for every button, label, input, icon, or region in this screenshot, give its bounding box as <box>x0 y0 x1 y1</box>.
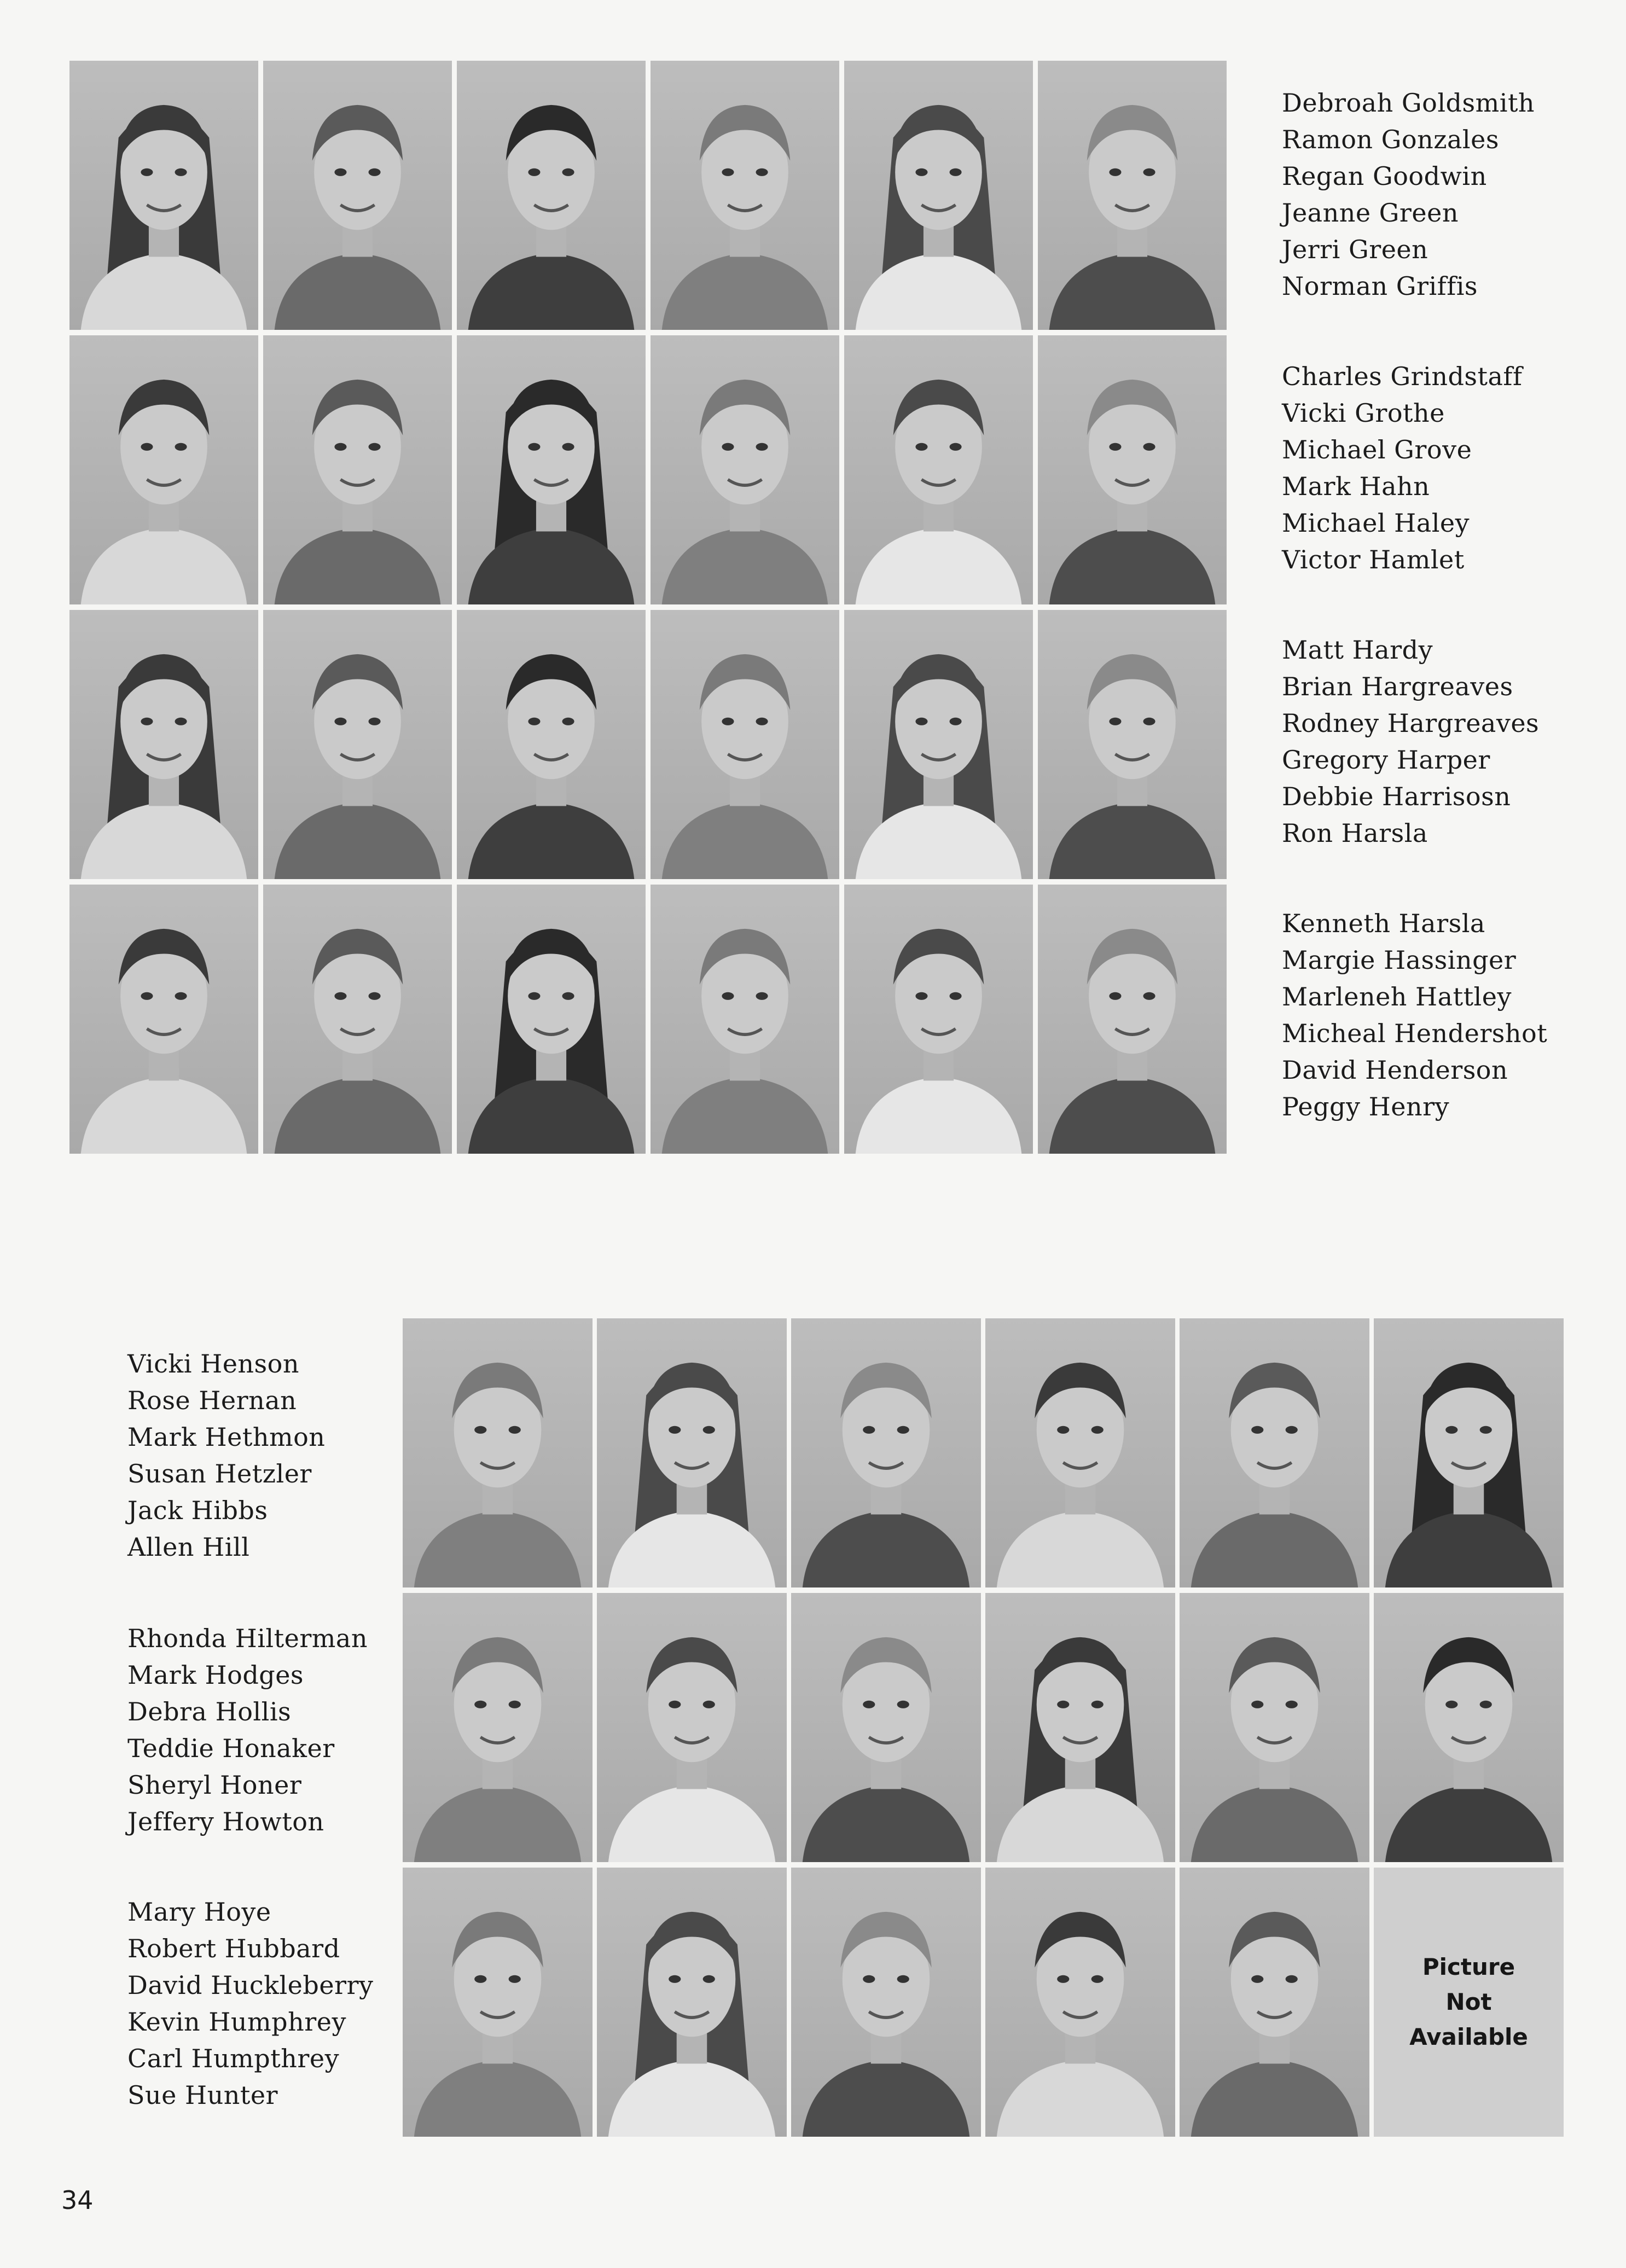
student-portrait <box>1180 1318 1369 1587</box>
name-list <box>127 1620 368 1840</box>
student-name: Debroah Goldsmith <box>1282 88 1535 118</box>
student-portrait <box>263 885 452 1154</box>
name-list <box>1282 85 1535 305</box>
student-name: Rodney Hargreaves <box>1282 708 1540 738</box>
student-portrait <box>457 885 646 1154</box>
student-name: Vicki Grothe <box>1282 398 1445 428</box>
name-list <box>127 1894 374 2114</box>
student-portrait <box>1038 885 1227 1154</box>
student-name: Margie Hassinger <box>1282 945 1517 975</box>
student-name: Marleneh Hattley <box>1282 982 1512 1011</box>
student-name: Susan Hetzler <box>127 1459 312 1488</box>
student-portrait <box>457 610 646 879</box>
student-name: Peggy Henry <box>1282 1092 1450 1121</box>
student-name: Kevin Humphrey <box>127 2007 346 2037</box>
student-name: Jeanne Green <box>1282 198 1459 228</box>
student-portrait <box>597 1318 787 1587</box>
student-portrait <box>597 1868 787 2137</box>
student-portrait <box>263 610 452 879</box>
student-name: David Henderson <box>1282 1055 1508 1085</box>
student-name: Regan Goodwin <box>1282 161 1487 191</box>
student-name: Victor Hamlet <box>1282 545 1465 574</box>
student-portrait <box>403 1593 593 1862</box>
student-name: Micheal Hendershot <box>1282 1019 1548 1048</box>
student-name: Jeffery Howton <box>127 1807 324 1836</box>
student-name: Ron Harsla <box>1282 818 1428 848</box>
bottom-photo-grid <box>403 1318 1564 2137</box>
student-portrait <box>69 335 258 604</box>
student-portrait <box>457 61 646 330</box>
picture-not-available-text: Not <box>1445 1988 1492 2015</box>
student-name: Sheryl Honer <box>127 1770 302 1800</box>
student-portrait <box>1374 1318 1564 1587</box>
student-name: Norman Griffis <box>1282 271 1478 301</box>
student-name: Carl Humpthrey <box>127 2044 340 2073</box>
student-portrait <box>69 610 258 879</box>
student-portrait <box>651 335 839 604</box>
student-portrait <box>985 1593 1175 1862</box>
student-portrait <box>263 335 452 604</box>
student-portrait <box>1038 335 1227 604</box>
name-list <box>1282 358 1523 578</box>
student-name: Brian Hargreaves <box>1282 672 1513 701</box>
student-name: Robert Hubbard <box>127 1934 340 1963</box>
student-portrait <box>791 1868 981 2137</box>
picture-not-available-placeholder <box>1374 1868 1564 2137</box>
student-portrait <box>263 61 452 330</box>
student-portrait <box>1374 1593 1564 1862</box>
student-name: Allen Hill <box>127 1532 250 1562</box>
picture-not-available-text: Available <box>1409 2023 1528 2050</box>
student-name: Matt Hardy <box>1282 635 1433 665</box>
student-name: Mark Hethmon <box>127 1422 326 1452</box>
student-name: Mary Hoye <box>127 1897 271 1927</box>
student-portrait <box>844 610 1033 879</box>
student-portrait <box>1180 1593 1369 1862</box>
top-photo-grid <box>69 61 1227 1154</box>
student-portrait <box>403 1318 593 1587</box>
student-name: Teddie Honaker <box>127 1734 335 1763</box>
picture-not-available-text: Picture <box>1422 1953 1515 1980</box>
student-name: Rhonda Hilterman <box>127 1624 368 1653</box>
student-portrait <box>69 61 258 330</box>
student-portrait <box>403 1868 593 2137</box>
student-portrait <box>597 1593 787 1862</box>
student-name: Debra Hollis <box>127 1697 292 1726</box>
student-name: Mark Hodges <box>127 1660 304 1690</box>
student-name: Michael Grove <box>1282 435 1472 464</box>
student-portrait <box>457 335 646 604</box>
student-portrait <box>985 1868 1175 2137</box>
student-name: Debbie Harrisosn <box>1282 782 1511 811</box>
name-list <box>1282 905 1547 1125</box>
student-portrait <box>844 61 1033 330</box>
student-portrait <box>844 335 1033 604</box>
student-portrait <box>1038 610 1227 879</box>
student-name: Jerri Green <box>1282 235 1428 264</box>
student-name: Jack Hibbs <box>127 1496 268 1525</box>
student-name: Sue Hunter <box>127 2080 278 2110</box>
student-portrait <box>985 1318 1175 1587</box>
page-number: 34 <box>61 2185 94 2215</box>
student-name: Mark Hahn <box>1282 472 1430 501</box>
student-portrait <box>1038 61 1227 330</box>
student-portrait <box>844 885 1033 1154</box>
student-name: Charles Grindstaff <box>1282 362 1523 391</box>
student-portrait <box>651 610 839 879</box>
student-name: Kenneth Harsla <box>1282 909 1485 938</box>
student-portrait <box>651 61 839 330</box>
student-portrait <box>651 885 839 1154</box>
student-portrait <box>69 885 258 1154</box>
student-name: Vicki Henson <box>127 1349 299 1379</box>
name-list <box>1282 632 1539 852</box>
student-name: David Huckleberry <box>127 1970 374 2000</box>
student-portrait <box>791 1593 981 1862</box>
name-list <box>127 1346 325 1566</box>
student-portrait <box>1180 1868 1369 2137</box>
student-portrait <box>791 1318 981 1587</box>
student-name: Michael Haley <box>1282 508 1470 538</box>
student-name: Rose Hernan <box>127 1386 297 1415</box>
student-name: Ramon Gonzales <box>1282 125 1499 154</box>
student-name: Gregory Harper <box>1282 745 1490 775</box>
